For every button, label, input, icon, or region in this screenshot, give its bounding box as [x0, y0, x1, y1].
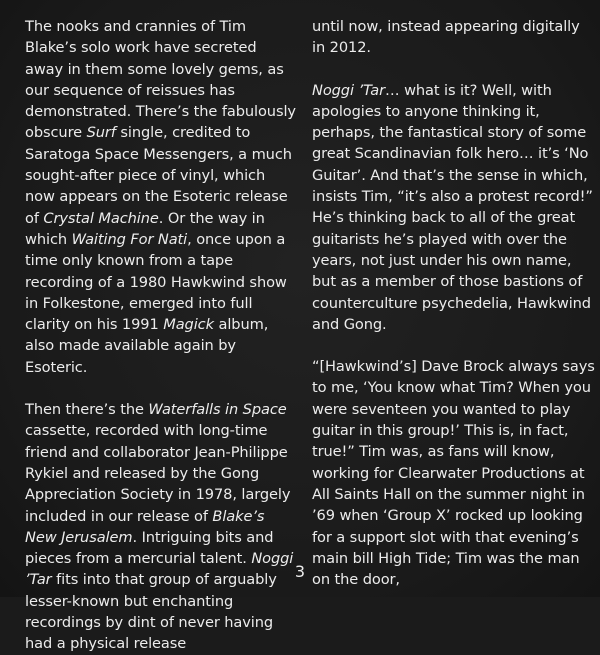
- page-number: 3: [294, 562, 306, 581]
- text-run: fits into that group of arguably lesser-known but enchanting recordings by dint of never having had a physical release: [25, 571, 277, 653]
- italic-title: Waiting For Nati: [71, 230, 188, 248]
- text-run: Then there’s the: [25, 401, 149, 419]
- paragraph-noggi-tar: [312, 80, 597, 336]
- paragraph-hawkwind: “[Hawkwind’s] Dave Brock always says to me, ‘You know what Tim? When you were seventeen you wanted to play guitar in this group!’ This is, in fact, true!” Tim was, as fans will know, working for Clearwater Productions at All Saints Hall on the summer night in ’69 when ‘Group X’ rocked up looking for a support slot with that evening’s main bill High Tide; Tim was the man on the door,: [312, 358, 595, 589]
- italic-title: Waterfalls in Space: [148, 401, 287, 419]
- text-run: The nooks and crannies of Tim Blake’s solo work have secreted away in them some lovely gems, as our sequence of reissues has demonstrated. There’s the fabulously obscure: [25, 18, 296, 142]
- text-run: . Intriguing bits and pieces from a mercurial talent.: [25, 528, 274, 568]
- text-run: album, also made available again by Esoteric.: [25, 316, 269, 376]
- italic-title: Surf: [86, 124, 116, 142]
- left-column: [25, 16, 297, 655]
- text-run: cassette, recorded with long-time friend and collaborator Jean-Philippe Rykiel and released by the Gong Appreciation Society in 1978, largely included in our release of: [25, 422, 291, 525]
- paragraph-intro: [25, 16, 297, 378]
- text-run: . Or the way in which: [25, 209, 265, 248]
- italic-title: Noggi ’Tar: [312, 81, 386, 99]
- paragraph-continuation: until now, instead appearing digitally in 2012.: [312, 18, 580, 57]
- italic-title: Blake’s New Jerusalem: [25, 507, 265, 546]
- text-run: , once upon a time only known from a tape recording of a 1980 Hawkwind show in Folkestone, emerged into full clarity on his 1991: [25, 230, 287, 334]
- text-run: … what is it? Well, with apologies to anyone thinking it, perhaps, the fantastical story of some great Scandinavian folk hero… it’s ‘No Guitar’. And that’s the sense in which, insists Tim, “it’s also a protest record!” He’s thinking back to all of the great guitarists he’s played with over the years, not just under his own name, but as a member of those bastions of counterculture psychedelia, Hawkwind and Gong.: [312, 81, 593, 333]
- italic-title: Magick: [163, 316, 214, 334]
- italic-title: Noggi ’Tar: [25, 550, 294, 589]
- paragraph-waterfalls: [25, 399, 297, 655]
- italic-title: Crystal Machine: [43, 209, 159, 227]
- right-column: [312, 16, 597, 590]
- text-run: single, credited to Saratoga Space Messengers, a much sought-after piece of vinyl, which now appears on the Esoteric release of: [25, 124, 292, 227]
